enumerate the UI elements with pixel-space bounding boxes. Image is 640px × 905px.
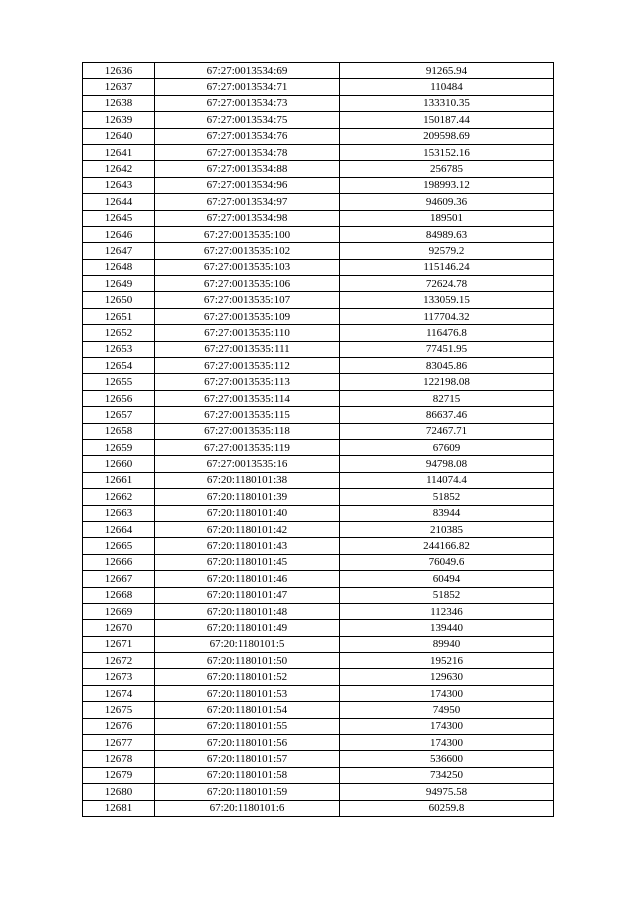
row-number-cell: 12664 [83, 521, 155, 537]
row-number-cell: 12646 [83, 226, 155, 242]
cadastral-number-cell: 67:20:1180101:38 [155, 472, 340, 488]
table-row [83, 358, 554, 374]
cadastral-number-cell: 67:20:1180101:39 [155, 489, 340, 505]
table-row [83, 210, 554, 226]
cadastral-number-cell: 67:20:1180101:59 [155, 784, 340, 800]
row-number-cell: 12636 [83, 63, 155, 79]
value-cell: 153152.16 [340, 144, 554, 160]
row-number-cell: 12650 [83, 292, 155, 308]
table-row [83, 767, 554, 783]
value-cell: 89940 [340, 636, 554, 652]
row-number-cell: 12649 [83, 276, 155, 292]
cadastral-number-cell: 67:20:1180101:57 [155, 751, 340, 767]
value-cell: 92579.2 [340, 243, 554, 259]
value-cell: 51852 [340, 489, 554, 505]
value-cell: 117704.32 [340, 308, 554, 324]
table-row [83, 79, 554, 95]
cadastral-number-cell: 67:20:1180101:58 [155, 767, 340, 783]
cadastral-number-cell: 67:20:1180101:52 [155, 669, 340, 685]
cadastral-number-cell: 67:27:0013535:111 [155, 341, 340, 357]
row-number-cell: 12653 [83, 341, 155, 357]
table-row [83, 669, 554, 685]
row-number-cell: 12674 [83, 685, 155, 701]
cadastral-number-cell: 67:20:1180101:56 [155, 735, 340, 751]
cadastral-number-cell: 67:27:0013535:113 [155, 374, 340, 390]
table-row [83, 128, 554, 144]
value-cell: 74950 [340, 702, 554, 718]
table-row [83, 554, 554, 570]
row-number-cell: 12645 [83, 210, 155, 226]
cadastral-number-cell: 67:27:0013534:71 [155, 79, 340, 95]
table-row [83, 571, 554, 587]
cadastral-number-cell: 67:20:1180101:47 [155, 587, 340, 603]
value-cell: 116476.8 [340, 325, 554, 341]
cadastral-number-cell: 67:27:0013535:100 [155, 226, 340, 242]
table-row [83, 702, 554, 718]
cadastral-number-cell: 67:27:0013535:109 [155, 308, 340, 324]
value-cell: 67609 [340, 439, 554, 455]
cadastral-number-cell: 67:27:0013534:76 [155, 128, 340, 144]
table-row [83, 653, 554, 669]
row-number-cell: 12663 [83, 505, 155, 521]
data-table [82, 62, 554, 817]
value-cell: 72624.78 [340, 276, 554, 292]
cadastral-number-cell: 67:20:1180101:45 [155, 554, 340, 570]
value-cell: 536600 [340, 751, 554, 767]
row-number-cell: 12669 [83, 603, 155, 619]
row-number-cell: 12667 [83, 571, 155, 587]
value-cell: 139440 [340, 620, 554, 636]
table-row [83, 505, 554, 521]
row-number-cell: 12654 [83, 358, 155, 374]
cadastral-number-cell: 67:27:0013535:107 [155, 292, 340, 308]
table-row [83, 456, 554, 472]
cadastral-number-cell: 67:27:0013534:96 [155, 177, 340, 193]
table-row [83, 587, 554, 603]
table-row [83, 620, 554, 636]
value-cell: 83944 [340, 505, 554, 521]
row-number-cell: 12676 [83, 718, 155, 734]
row-number-cell: 12639 [83, 112, 155, 128]
value-cell: 77451.95 [340, 341, 554, 357]
value-cell: 60494 [340, 571, 554, 587]
row-number-cell: 12675 [83, 702, 155, 718]
row-number-cell: 12662 [83, 489, 155, 505]
row-number-cell: 12651 [83, 308, 155, 324]
table-row [83, 636, 554, 652]
row-number-cell: 12638 [83, 95, 155, 111]
value-cell: 51852 [340, 587, 554, 603]
cadastral-number-cell: 67:27:0013535:103 [155, 259, 340, 275]
value-cell: 150187.44 [340, 112, 554, 128]
table-row [83, 521, 554, 537]
cadastral-number-cell: 67:27:0013535:114 [155, 390, 340, 406]
table-row [83, 95, 554, 111]
row-number-cell: 12657 [83, 407, 155, 423]
value-cell: 110484 [340, 79, 554, 95]
row-number-cell: 12673 [83, 669, 155, 685]
cadastral-number-cell: 67:27:0013534:75 [155, 112, 340, 128]
table-row [83, 144, 554, 160]
table-row [83, 439, 554, 455]
value-cell: 195216 [340, 653, 554, 669]
row-number-cell: 12679 [83, 767, 155, 783]
cadastral-number-cell: 67:20:1180101:43 [155, 538, 340, 554]
table-row [83, 276, 554, 292]
table-row [83, 390, 554, 406]
cadastral-number-cell: 67:20:1180101:5 [155, 636, 340, 652]
row-number-cell: 12637 [83, 79, 155, 95]
value-cell: 256785 [340, 161, 554, 177]
table-row [83, 751, 554, 767]
cadastral-number-cell: 67:27:0013535:110 [155, 325, 340, 341]
row-number-cell: 12644 [83, 194, 155, 210]
value-cell: 112346 [340, 603, 554, 619]
row-number-cell: 12647 [83, 243, 155, 259]
value-cell: 174300 [340, 718, 554, 734]
value-cell: 94798.08 [340, 456, 554, 472]
cadastral-number-cell: 67:20:1180101:42 [155, 521, 340, 537]
table-row [83, 112, 554, 128]
cadastral-number-cell: 67:20:1180101:55 [155, 718, 340, 734]
row-number-cell: 12641 [83, 144, 155, 160]
row-number-cell: 12658 [83, 423, 155, 439]
cadastral-number-cell: 67:27:0013534:73 [155, 95, 340, 111]
cadastral-number-cell: 67:20:1180101:40 [155, 505, 340, 521]
table-row [83, 194, 554, 210]
row-number-cell: 12677 [83, 735, 155, 751]
value-cell: 84989.63 [340, 226, 554, 242]
cadastral-number-cell: 67:20:1180101:6 [155, 800, 340, 816]
table-row [83, 735, 554, 751]
table-body [83, 63, 554, 817]
table-row [83, 685, 554, 701]
row-number-cell: 12680 [83, 784, 155, 800]
cadastral-number-cell: 67:20:1180101:54 [155, 702, 340, 718]
cadastral-number-cell: 67:20:1180101:48 [155, 603, 340, 619]
value-cell: 76049.6 [340, 554, 554, 570]
table-row [83, 718, 554, 734]
row-number-cell: 12661 [83, 472, 155, 488]
table-row [83, 784, 554, 800]
row-number-cell: 12642 [83, 161, 155, 177]
cadastral-number-cell: 67:27:0013535:115 [155, 407, 340, 423]
cadastral-number-cell: 67:27:0013535:118 [155, 423, 340, 439]
table-row [83, 407, 554, 423]
row-number-cell: 12643 [83, 177, 155, 193]
cadastral-number-cell: 67:27:0013534:88 [155, 161, 340, 177]
value-cell: 244166.82 [340, 538, 554, 554]
value-cell: 86637.46 [340, 407, 554, 423]
row-number-cell: 12668 [83, 587, 155, 603]
table-row [83, 243, 554, 259]
value-cell: 91265.94 [340, 63, 554, 79]
value-cell: 174300 [340, 685, 554, 701]
table-row [83, 423, 554, 439]
table-row [83, 538, 554, 554]
row-number-cell: 12665 [83, 538, 155, 554]
row-number-cell: 12672 [83, 653, 155, 669]
value-cell: 83045.86 [340, 358, 554, 374]
row-number-cell: 12671 [83, 636, 155, 652]
row-number-cell: 12659 [83, 439, 155, 455]
value-cell: 133059.15 [340, 292, 554, 308]
table-row [83, 472, 554, 488]
table-row [83, 341, 554, 357]
cadastral-number-cell: 67:27:0013534:69 [155, 63, 340, 79]
cadastral-number-cell: 67:27:0013535:112 [155, 358, 340, 374]
cadastral-number-cell: 67:27:0013535:102 [155, 243, 340, 259]
cadastral-number-cell: 67:27:0013535:106 [155, 276, 340, 292]
table-row [83, 292, 554, 308]
cadastral-number-cell: 67:27:0013534:97 [155, 194, 340, 210]
value-cell: 94975.58 [340, 784, 554, 800]
table-row [83, 603, 554, 619]
value-cell: 210385 [340, 521, 554, 537]
table-row [83, 226, 554, 242]
row-number-cell: 12681 [83, 800, 155, 816]
value-cell: 72467.71 [340, 423, 554, 439]
value-cell: 129630 [340, 669, 554, 685]
value-cell: 174300 [340, 735, 554, 751]
table-row [83, 177, 554, 193]
value-cell: 209598.69 [340, 128, 554, 144]
cadastral-number-cell: 67:20:1180101:49 [155, 620, 340, 636]
row-number-cell: 12655 [83, 374, 155, 390]
table-row [83, 161, 554, 177]
row-number-cell: 12652 [83, 325, 155, 341]
value-cell: 60259.8 [340, 800, 554, 816]
row-number-cell: 12656 [83, 390, 155, 406]
value-cell: 94609.36 [340, 194, 554, 210]
row-number-cell: 12678 [83, 751, 155, 767]
table-row [83, 374, 554, 390]
cadastral-number-cell: 67:20:1180101:50 [155, 653, 340, 669]
value-cell: 82715 [340, 390, 554, 406]
cadastral-number-cell: 67:27:0013534:98 [155, 210, 340, 226]
row-number-cell: 12666 [83, 554, 155, 570]
value-cell: 198993.12 [340, 177, 554, 193]
table-row [83, 63, 554, 79]
cadastral-number-cell: 67:20:1180101:46 [155, 571, 340, 587]
table-row [83, 325, 554, 341]
value-cell: 114074.4 [340, 472, 554, 488]
value-cell: 189501 [340, 210, 554, 226]
row-number-cell: 12648 [83, 259, 155, 275]
table-row [83, 489, 554, 505]
cadastral-number-cell: 67:27:0013535:119 [155, 439, 340, 455]
table-row [83, 259, 554, 275]
table-row [83, 308, 554, 324]
value-cell: 122198.08 [340, 374, 554, 390]
cadastral-number-cell: 67:27:0013535:16 [155, 456, 340, 472]
cadastral-number-cell: 67:27:0013534:78 [155, 144, 340, 160]
cadastral-number-cell: 67:20:1180101:53 [155, 685, 340, 701]
value-cell: 133310.35 [340, 95, 554, 111]
table-row [83, 800, 554, 816]
value-cell: 734250 [340, 767, 554, 783]
value-cell: 115146.24 [340, 259, 554, 275]
row-number-cell: 12670 [83, 620, 155, 636]
row-number-cell: 12660 [83, 456, 155, 472]
row-number-cell: 12640 [83, 128, 155, 144]
